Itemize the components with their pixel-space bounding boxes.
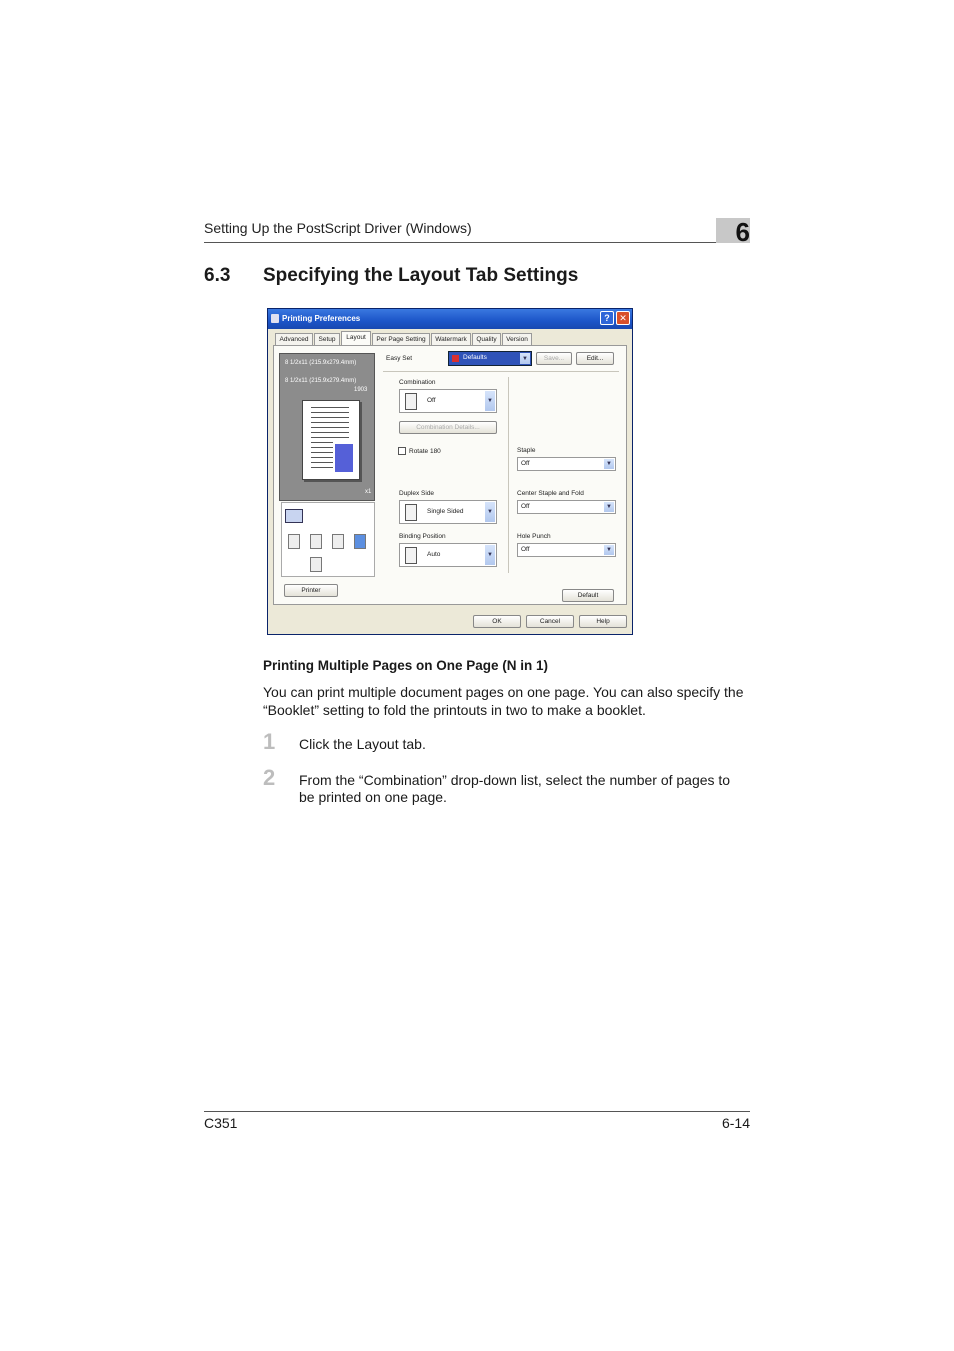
combination-icon <box>405 393 417 410</box>
help-title-button[interactable]: ? <box>600 311 614 325</box>
staple-value: Off <box>521 460 530 467</box>
tab-setup[interactable]: Setup <box>314 333 340 345</box>
printer-icon <box>271 314 279 323</box>
step-number: 2 <box>263 765 276 790</box>
binding-position-select[interactable] <box>399 543 497 567</box>
center-staple-select[interactable] <box>517 500 616 514</box>
staple-icon <box>332 534 344 549</box>
page-preview <box>279 353 375 501</box>
tab-per-page-setting[interactable]: Per Page Setting <box>372 333 430 345</box>
booklet-icon <box>354 534 366 549</box>
chevron-down-icon[interactable]: ▼ <box>604 545 614 555</box>
default-button[interactable]: Default <box>562 589 614 602</box>
preview-image-block <box>335 444 353 472</box>
footer-page-number: 6-14 <box>721 1115 750 1131</box>
ok-button[interactable]: OK <box>473 615 521 628</box>
printer-button[interactable]: Printer <box>284 584 338 597</box>
combination-label: Combination <box>399 379 436 386</box>
easy-set-value: Defaults <box>463 354 487 361</box>
hole-punch-value: Off <box>521 546 530 553</box>
preview-copies: x1 <box>365 489 372 495</box>
combination-details-button[interactable]: Combination Details... <box>399 421 497 434</box>
combination-value: Off <box>427 397 436 404</box>
dialog-titlebar <box>268 309 632 329</box>
output-tray-icon <box>288 534 300 549</box>
tab-advanced[interactable]: Advanced <box>275 333 313 345</box>
duplex-icon <box>405 504 417 521</box>
step-text: From the “Combination” drop-down list, select the number of pages to be printed on one page. <box>299 772 731 805</box>
tab-layout[interactable]: Layout <box>341 331 371 346</box>
duplex-side-value: Single Sided <box>427 508 464 515</box>
chevron-down-icon[interactable]: ▼ <box>485 502 495 522</box>
header-rule <box>204 242 750 243</box>
hole-punch-label: Hole Punch <box>517 533 551 540</box>
footer-model: C351 <box>204 1115 238 1131</box>
intro-paragraph: You can print multiple document pages on one page. You can also specify the “Booklet” setting to fold the printouts in two to make a booklet. <box>263 684 744 718</box>
binding-position-value: Auto <box>427 551 441 558</box>
step-number: 1 <box>263 729 276 754</box>
preview-output-size: 8 1/2x11 (215.9x279.4mm) <box>285 378 357 384</box>
center-staple-label: Center Staple and Fold <box>517 490 584 497</box>
preview-tag: 1903 <box>354 387 368 393</box>
chevron-down-icon[interactable]: ▼ <box>520 353 530 364</box>
chapter-number: 6 <box>735 217 750 247</box>
cancel-button[interactable]: Cancel <box>526 615 574 628</box>
chevron-down-icon[interactable]: ▼ <box>604 502 614 512</box>
section-number: 6.3 <box>204 265 231 286</box>
running-head: Setting Up the PostScript Driver (Windows) <box>204 220 472 236</box>
rotate-180-checkbox[interactable] <box>398 447 406 455</box>
easy-set-icon <box>452 355 459 362</box>
subheading: Printing Multiple Pages on One Page (N in 1) <box>263 658 549 673</box>
machine-icon <box>285 509 303 523</box>
paper-stack-icon <box>310 534 322 549</box>
save-button[interactable]: Save... <box>536 352 572 365</box>
duplex-side-label: Duplex Side <box>399 490 435 497</box>
column-divider <box>508 377 509 573</box>
staple-label: Staple <box>517 447 536 454</box>
chevron-down-icon[interactable]: ▼ <box>485 545 495 565</box>
binding-icon <box>405 547 417 564</box>
tray-icon <box>310 557 322 572</box>
preview-paper-size: 8 1/2x11 (215.9x279.4mm) <box>285 360 357 366</box>
staple-select[interactable] <box>517 457 616 471</box>
edit-button[interactable]: Edit... <box>576 352 614 365</box>
tab-quality[interactable]: Quality <box>472 333 501 345</box>
chevron-down-icon[interactable]: ▼ <box>604 459 614 469</box>
preview-page <box>302 400 360 480</box>
printing-preferences-dialog <box>267 308 633 635</box>
combination-select[interactable] <box>399 389 497 413</box>
easy-set-select[interactable] <box>448 351 532 366</box>
section-title: Specifying the Layout Tab Settings <box>263 265 579 286</box>
tab-version[interactable]: Version <box>502 333 532 345</box>
tab-watermark[interactable]: Watermark <box>431 333 471 345</box>
duplex-side-select[interactable] <box>399 500 497 524</box>
rotate-180-label: Rotate 180 <box>409 448 441 455</box>
footer-rule <box>204 1111 750 1112</box>
divider <box>383 371 619 372</box>
close-button[interactable]: ✕ <box>616 311 630 325</box>
chevron-down-icon[interactable]: ▼ <box>485 391 495 411</box>
help-button[interactable]: Help <box>579 615 627 628</box>
center-staple-value: Off <box>521 503 530 510</box>
dialog-title: Printing Preferences <box>282 314 361 323</box>
finishing-icons <box>281 502 375 577</box>
binding-position-label: Binding Position <box>399 533 446 540</box>
step-text: Click the Layout tab. <box>299 736 426 752</box>
easy-set-label: Easy Set <box>386 355 413 362</box>
hole-punch-select[interactable] <box>517 543 616 557</box>
